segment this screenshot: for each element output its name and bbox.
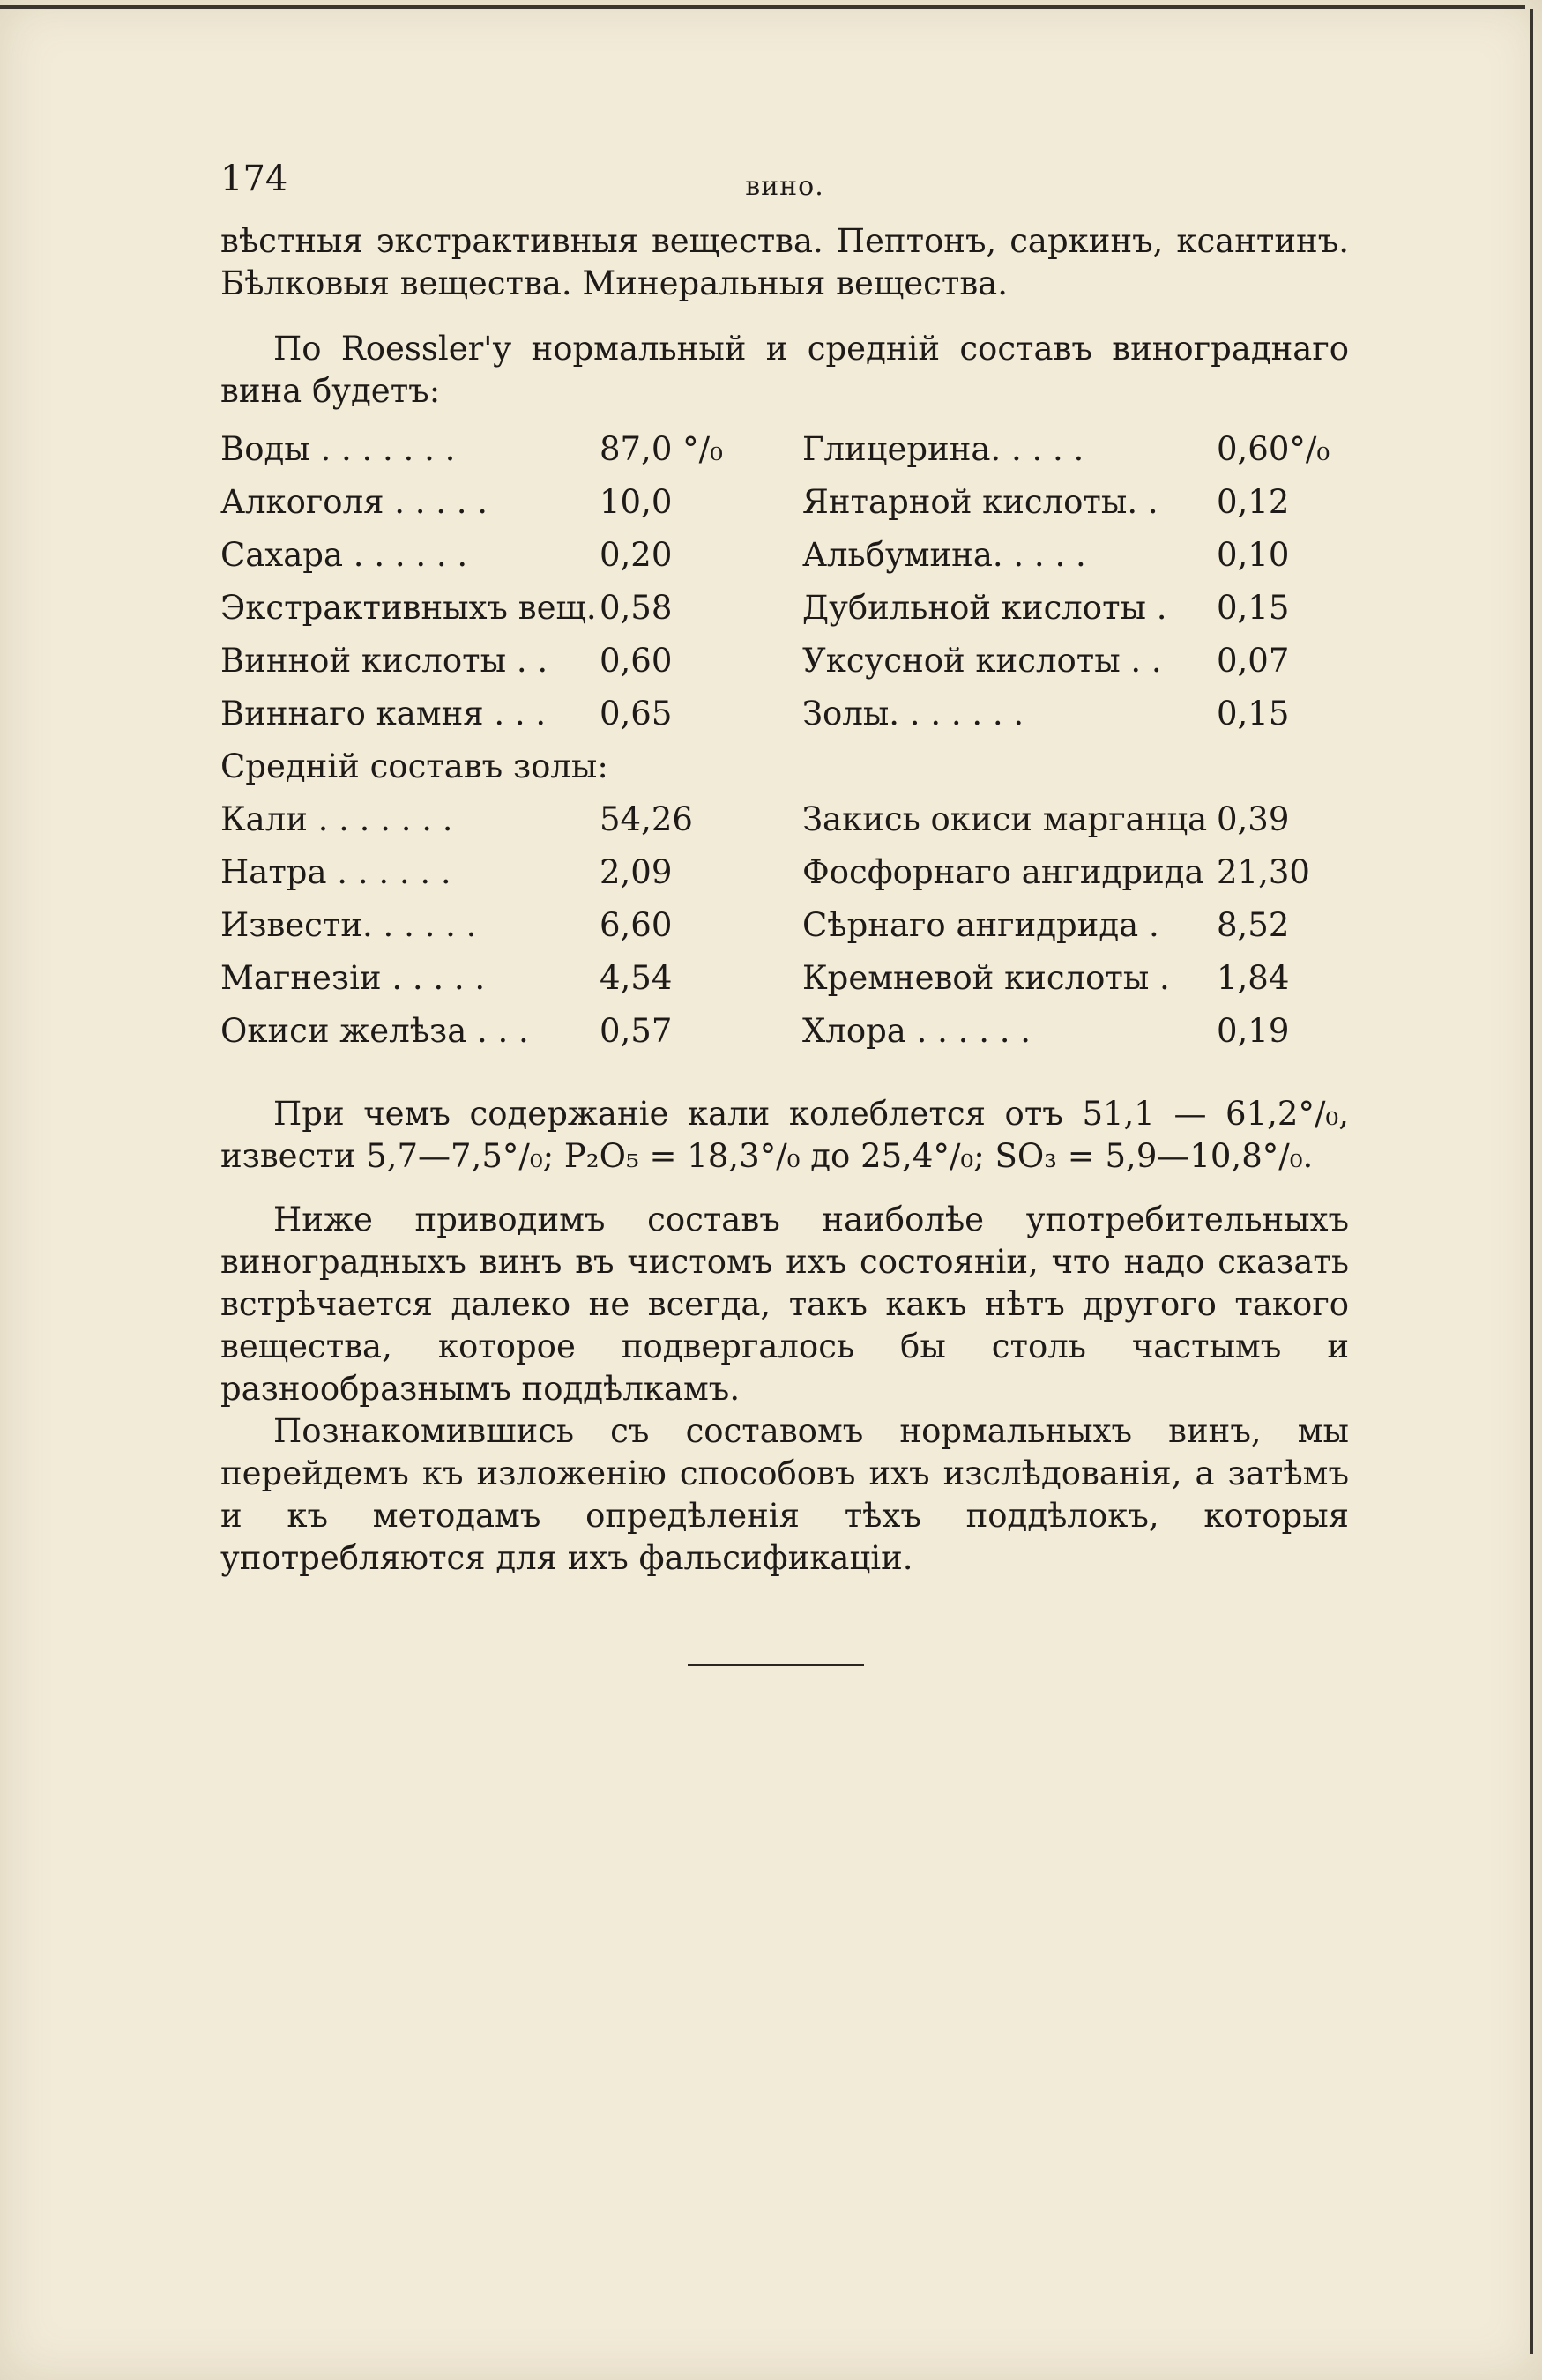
component-value: 0,19 [1217,1012,1290,1050]
component-name: Хлора . . . . . . [802,1012,1031,1050]
component-value: 10,0 [600,483,673,521]
component-name: Янтарной кислоты. . [802,483,1158,521]
component-name: Экстрактивныхъ вещ. [220,589,597,627]
table-row [220,899,1367,952]
table-row [220,582,1367,635]
table-row [220,423,1367,476]
paragraph-2: По Roessler'у нормальный и среднiй составъ винограднаго вина будетъ: [220,330,1349,410]
component-name: Фосфорнаго ангидрида [802,853,1204,891]
table-row [220,793,1367,846]
table-row [220,952,1367,1005]
table-row [220,688,1367,740]
component-name: Уксусной кислоты . . [802,642,1162,680]
paragraph-5: Познакомившись съ составомъ нормальныхъ винъ, мы перейдемъ къ изложенiю способовъ ихъ изслѣдованiя, а затѣмъ и къ методамъ опредѣленiя тѣхъ поддѣлокъ, которыя употребляются для ихъ фальсификацiи. [220,1412,1349,1577]
component-value: 0,57 [600,1012,673,1050]
running-head: вино. [745,171,824,202]
component-name: Сахара . . . . . . [220,536,468,574]
component-name: Золы. . . . . . . [802,695,1024,733]
component-name: Дубильной кислоты . [802,589,1167,627]
component-value: 0,07 [1217,642,1290,680]
component-name: Магнезiи . . . . . [220,959,486,997]
component-value: 54,26 [600,800,693,838]
table-row [220,529,1367,582]
component-value: 0,58 [600,589,673,627]
composition-table [220,423,1367,1058]
component-value: 2,09 [600,853,673,891]
component-name: Глицерина. . . . . [802,430,1084,468]
component-name: Натра . . . . . . [220,853,451,891]
component-name: Воды . . . . . . . [220,430,456,468]
component-value: 0,15 [1217,695,1290,733]
component-name: Извести. . . . . . [220,906,477,944]
component-value: 0,65 [600,695,673,733]
component-value: 0,12 [1217,483,1290,521]
table-row [220,476,1367,529]
component-name: Сѣрнаго ангидрида . [802,906,1159,944]
table-row [220,846,1367,899]
component-name: Кремневой кислоты . [802,959,1170,997]
end-rule [688,1664,864,1666]
top-border [0,5,1525,9]
component-value: 21,30 [1217,853,1310,891]
component-name: Винной кислоты . . [220,642,548,680]
component-value: 4,54 [600,959,673,997]
paragraph-1: вѣстныя экстрактивныя вещества. Пептонъ, саркинъ, ксантинъ. Бѣлковыя вещества. Минеральныя вещества. [220,222,1349,302]
component-name: Закись окиси марганца [802,800,1208,838]
component-name: Алкоголя . . . . . [220,483,488,521]
component-name: Альбумина. . . . . [802,536,1086,574]
component-value: 87,0 °/₀ [600,430,723,468]
component-value: 0,20 [600,536,673,574]
table-row [220,1005,1367,1058]
page-header [220,159,1349,212]
page-number: 174 [220,159,288,199]
component-value: 6,60 [600,906,673,944]
component-value: 0,39 [1217,800,1290,838]
paragraph-3: При чемъ содержанiе кали колеблется отъ 51,1 — 61,2°/₀, извести 5,7—7,5°/₀; P₂O₅ = 18,3°/₀ до 25,4°/₀; SO₃ = 5,9—10,8°/₀. [220,1095,1349,1175]
component-name: Кали . . . . . . . [220,800,453,838]
ash-heading: Среднiй составъ золы: [220,747,608,785]
component-value: 0,10 [1217,536,1290,574]
table-row [220,635,1367,688]
paragraph-4: Ниже приводимъ составъ наиболѣе употребительныхъ виноградныхъ винъ въ чистомъ ихъ состоянiи, что надо сказать встрѣчается далеко не всегда, такъ какъ нѣтъ другого такого вещества, которое подвергалось бы столь частымъ и разнообразнымъ поддѣлкамъ. [220,1201,1349,1408]
component-value: 8,52 [1217,906,1290,944]
component-name: Окиси желѣза . . . [220,1012,529,1050]
component-name: Виннаго камня . . . [220,695,547,733]
right-border [1530,9,1533,2354]
component-value: 0,60 [600,642,673,680]
component-value: 1,84 [1217,959,1290,997]
component-value: 0,60°/₀ [1217,430,1330,468]
ash-heading-row [220,740,1367,793]
component-value: 0,15 [1217,589,1290,627]
